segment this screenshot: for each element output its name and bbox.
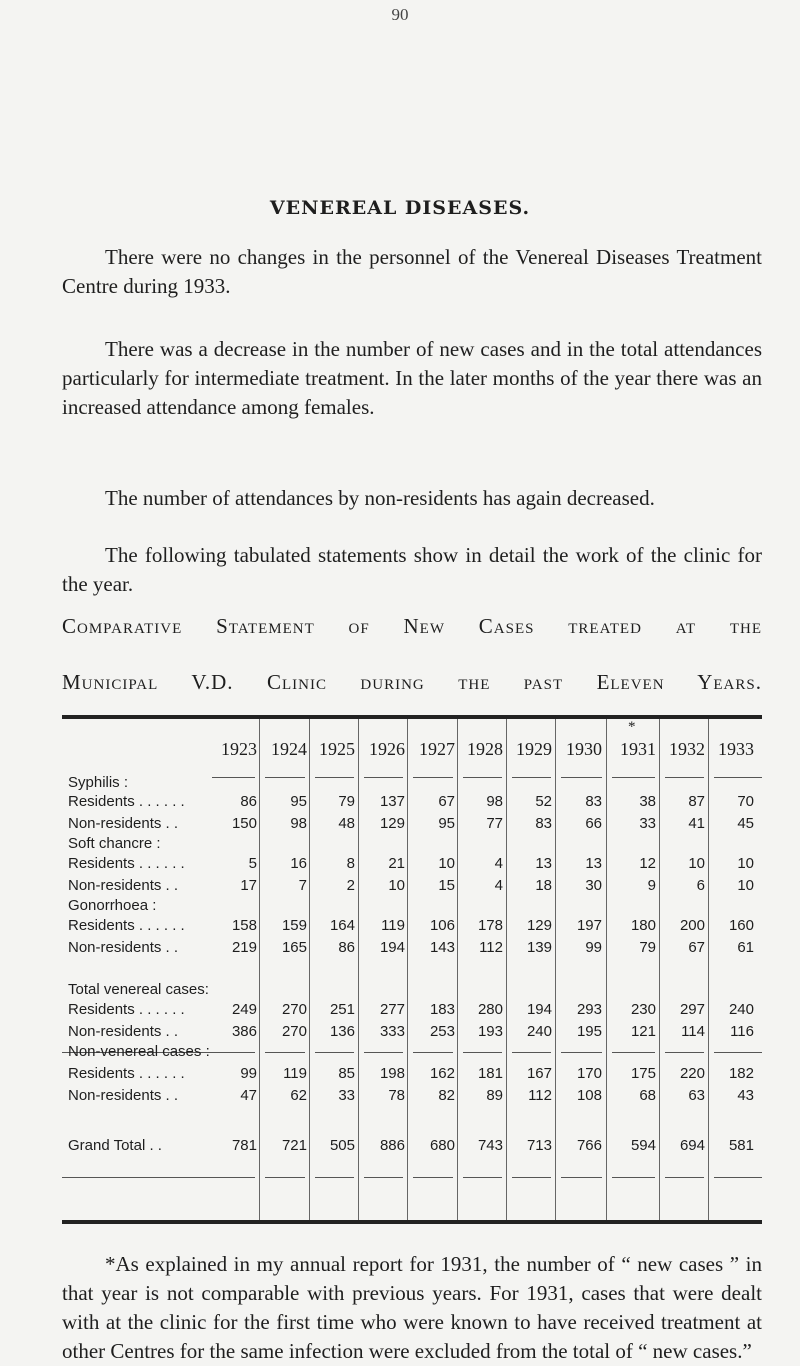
table-cell: 180 [630,917,656,934]
row-label: Residents . . . . . . [68,855,185,872]
table-cell: 165 [281,939,307,956]
table-cell: 159 [281,917,307,934]
table-cell: 82 [438,1087,455,1104]
header-rule [315,777,354,778]
table-cell: 112 [479,939,503,956]
column-rule-4 [407,719,408,1220]
header-rule [212,1052,255,1053]
row-label: Non-residents . . [68,877,179,894]
table-cell: 7 [298,877,307,894]
header-rule [413,777,453,778]
year-header-1926: 1926 [369,739,405,759]
table-cell: 713 [526,1137,552,1154]
header-rule [665,1177,704,1178]
table-cell: 83 [535,815,552,832]
table-cell: 2 [346,877,355,894]
table-cell: 121 [630,1023,656,1040]
header-rule [512,1177,551,1178]
header-rule [512,777,551,778]
table-cell: 41 [688,815,705,832]
table-cell: 108 [576,1087,602,1104]
header-rule [561,1052,602,1053]
table-cell: 38 [639,793,656,810]
table-cell: 139 [526,939,552,956]
table-cell: 164 [329,917,355,934]
header-rule [364,1052,403,1053]
table-cell: 10 [438,855,455,872]
paragraph-tabulated: The following tabulated statements show in detail the work of the clinic for the year. [62,543,762,596]
header-rule [315,1052,354,1053]
year-header-1930: 1930 [566,739,602,759]
table-cell: 200 [679,917,705,934]
table-cell: 33 [338,1087,355,1104]
table-cell: 182 [728,1065,754,1082]
header-rule [315,1177,354,1178]
table-cell: 4 [494,855,503,872]
table-cell: 68 [639,1087,656,1104]
table-cell: 95 [438,815,455,832]
header-rule [413,1052,453,1053]
table-cell: 680 [429,1137,455,1154]
table-cell: 63 [688,1087,705,1104]
table-cell: 505 [329,1137,355,1154]
footnote-marker: * [628,719,636,735]
year-header-1925: 1925 [319,739,355,759]
table-cell: 87 [688,793,705,810]
column-rule-10 [708,719,709,1220]
table-cell: 106 [429,917,455,934]
table-cell: 194 [526,1001,552,1018]
column-rule-8 [606,719,607,1220]
row-label: Non-residents . . [68,1023,179,1040]
column-rule-5 [457,719,458,1220]
table-cell: 886 [379,1137,405,1154]
table-cell: 47 [240,1087,257,1104]
header-rule [714,1052,762,1053]
table-cell: 219 [231,939,257,956]
row-label: Residents . . . . . . [68,1001,185,1018]
header-rule [463,1052,502,1053]
paragraph-personnel: There were no changes in the personnel of the Venereal Diseases Treatment Centre during 1933. [62,245,762,298]
row-label: Non-residents . . [68,939,179,956]
year-header-1927: 1927 [419,739,455,759]
table-cell: 13 [585,855,602,872]
header-rule [561,1177,602,1178]
table-cell: 170 [576,1065,602,1082]
table-cell: 67 [438,793,455,810]
paragraph-non-residents: The number of attendances by non-residents has again decreased. [105,486,655,510]
row-label: Grand Total . . [68,1137,162,1154]
section-rule [62,1177,212,1178]
table-cell: 193 [477,1023,503,1040]
table-cell: 78 [388,1087,405,1104]
column-rule-9 [659,719,660,1220]
table-cell: 77 [486,815,503,832]
table-cell: 581 [728,1137,754,1154]
table-heading-line-1: Comparative Statement of New Cases treated at the [62,614,762,638]
table-cell: 33 [639,815,656,832]
table-cell: 160 [728,917,754,934]
header-rule [512,1052,551,1053]
year-header-1931: 1931 [620,739,656,759]
year-header-1923: 1923 [221,739,257,759]
table-cell: 66 [585,815,602,832]
table-cell: 158 [231,917,257,934]
row-label: Residents . . . . . . [68,1065,185,1082]
header-rule [714,1177,762,1178]
table-cell: 62 [290,1087,307,1104]
table-cell: 4 [494,877,503,894]
header-rule [212,777,255,778]
table-cell: 52 [535,793,552,810]
section-title: VENEREAL DISEASES. [269,197,531,219]
table-cell: 137 [379,793,405,810]
table-cell: 253 [429,1023,455,1040]
header-rule [265,777,305,778]
table-cell: 136 [329,1023,355,1040]
table-cell: 10 [737,877,754,894]
row-label: Non-residents . . [68,1087,179,1104]
table-cell: 251 [329,1001,355,1018]
table-cell: 150 [231,815,257,832]
table-cell: 98 [290,815,307,832]
header-rule [265,1052,305,1053]
table-cell: 270 [281,1001,307,1018]
table-cell: 12 [639,855,656,872]
table-cell: 249 [231,1001,257,1018]
header-rule [212,1177,255,1178]
table-cell: 21 [388,855,405,872]
row-label: Non-venereal cases : [68,1043,210,1060]
table-cell: 198 [379,1065,405,1082]
table-cell: 280 [477,1001,503,1018]
column-rule-6 [506,719,507,1220]
table-cell: 45 [737,815,754,832]
table-cell: 220 [679,1065,705,1082]
table-cell: 694 [679,1137,705,1154]
comparative-statement-table [62,719,762,1220]
table-cell: 230 [630,1001,656,1018]
table-cell: 79 [338,793,355,810]
table-cell: 119 [381,917,405,934]
table-cell: 112 [528,1087,552,1104]
table-bottom-rule [62,1220,762,1224]
row-label: Residents . . . . . . [68,917,185,934]
header-rule [561,777,602,778]
table-cell: 594 [630,1137,656,1154]
header-rule [612,777,655,778]
table-cell: 721 [281,1137,307,1154]
table-cell: 270 [281,1023,307,1040]
table-cell: 70 [737,793,754,810]
table-cell: 114 [681,1023,705,1040]
year-header-1929: 1929 [516,739,552,759]
row-label: Non-residents . . [68,815,179,832]
table-cell: 116 [730,1023,754,1040]
table-cell: 16 [290,855,307,872]
table-cell: 43 [737,1087,754,1104]
table-cell: 89 [486,1087,503,1104]
year-header-1924: 1924 [271,739,307,759]
table-cell: 183 [429,1001,455,1018]
row-label: Residents . . . . . . [68,793,185,810]
header-rule [364,777,403,778]
table-cell: 99 [240,1065,257,1082]
column-rule-1 [259,719,260,1220]
table-cell: 129 [379,815,405,832]
table-cell: 8 [346,855,355,872]
table-cell: 18 [535,877,552,894]
table-cell: 240 [728,1001,754,1018]
table-cell: 181 [477,1065,503,1082]
row-label: Syphilis : [68,774,129,791]
year-header-1933: 1933 [718,739,754,759]
table-cell: 195 [576,1023,602,1040]
row-label: Gonorrhoea : [68,897,157,914]
row-label: Total venereal cases: [68,981,209,998]
table-cell: 297 [679,1001,705,1018]
table-cell: 95 [290,793,307,810]
table-cell: 10 [388,877,405,894]
table-cell: 194 [379,939,405,956]
table-heading-line-2: Municipal V.D. Clinic during the past Eleven Years. [62,670,762,694]
table-cell: 240 [526,1023,552,1040]
year-header-1932: 1932 [669,739,705,759]
page-number: 90 [391,5,409,24]
table-cell: 293 [576,1001,602,1018]
row-label: Soft chancre : [68,835,161,852]
table-cell: 333 [379,1023,405,1040]
header-rule [265,1177,305,1178]
table-cell: 178 [477,917,503,934]
header-rule [665,1052,704,1053]
header-rule [665,777,704,778]
column-rule-3 [358,719,359,1220]
table-cell: 781 [231,1137,257,1154]
table-cell: 143 [429,939,455,956]
table-cell: 119 [283,1065,307,1082]
table-cell: 162 [429,1065,455,1082]
table-cell: 17 [240,877,257,894]
table-cell: 13 [535,855,552,872]
table-cell: 6 [696,877,705,894]
year-header-1928: 1928 [467,739,503,759]
table-cell: 83 [585,793,602,810]
table-cell: 48 [338,815,355,832]
table-cell: 167 [526,1065,552,1082]
table-cell: 175 [630,1065,656,1082]
header-rule [463,777,502,778]
column-rule-2 [309,719,310,1220]
table-cell: 766 [576,1137,602,1154]
paragraph-decrease: There was a decrease in the number of new cases and in the total attendances particularly for intermediate treatment. In the later months of the year there was an increased attendance among females. [62,337,762,419]
table-cell: 197 [576,917,602,934]
table-cell: 5 [248,855,257,872]
table-cell: 9 [647,877,656,894]
table-cell: 10 [688,855,705,872]
table-cell: 99 [585,939,602,956]
table-cell: 30 [585,877,602,894]
header-rule [413,1177,453,1178]
table-cell: 67 [688,939,705,956]
table-cell: 386 [231,1023,257,1040]
table-cell: 79 [639,939,656,956]
table-cell: 85 [338,1065,355,1082]
table-cell: 61 [737,939,754,956]
table-cell: 86 [338,939,355,956]
column-rule-7 [555,719,556,1220]
table-cell: 15 [438,877,455,894]
table-cell: 277 [379,1001,405,1018]
table-cell: 743 [477,1137,503,1154]
header-rule [463,1177,502,1178]
footnote: *As explained in my annual report for 1931, the number of “ new cases ” in that year is not comparable with previous years. For 1931, cases that were dealt with at the clinic for the first time who were known to have received treatment at other Centres for the same infection were excluded from the total of “ new cases.” [62,1252,762,1363]
table-cell: 86 [240,793,257,810]
header-rule [714,777,762,778]
header-rule [612,1177,655,1178]
header-rule [364,1177,403,1178]
table-cell: 129 [526,917,552,934]
table-cell: 10 [737,855,754,872]
header-rule [612,1052,655,1053]
table-cell: 98 [486,793,503,810]
